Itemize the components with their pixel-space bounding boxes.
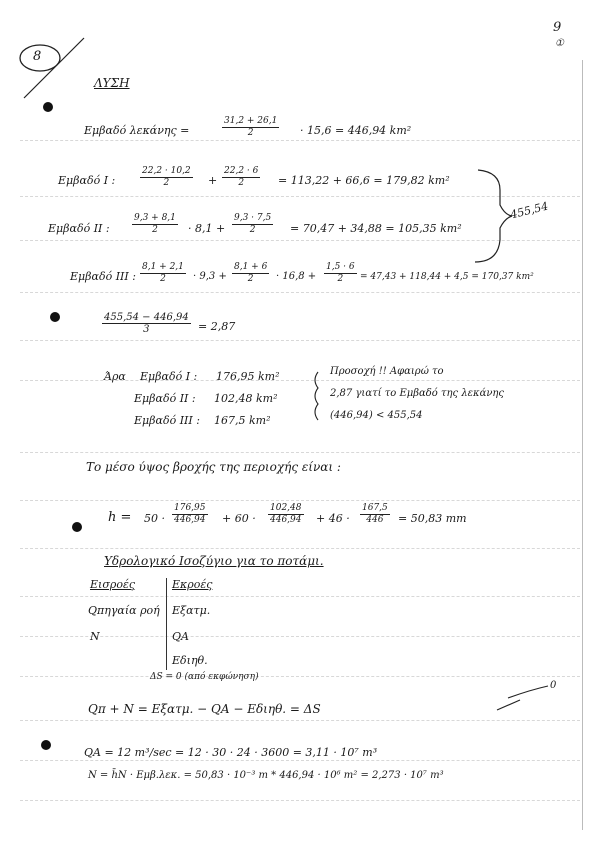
solution-heading: ΛΥΣΗ xyxy=(94,76,130,90)
corrected-area3-label: Εμβαδό III : xyxy=(134,414,200,427)
corrected-area2-value: 102,48 km² xyxy=(214,392,278,405)
note-line-2: 2,87 γιατί το Εμβαδό της λεκάνης xyxy=(330,388,504,399)
note-line-3: (446,94) < 455,54 xyxy=(330,410,423,421)
rainfall-intro: Το μέσο ύψος βροχής της περιοχής είναι : xyxy=(86,460,341,474)
rainfall-term-1: 50 · xyxy=(144,512,165,525)
correction-num: 455,54 − 446,94 xyxy=(104,312,189,323)
area3-f3-den: 2 xyxy=(337,274,344,284)
delta-strike xyxy=(497,700,520,710)
balance-divider xyxy=(166,578,167,670)
rainfall-term-2: + 60 · xyxy=(222,512,256,525)
correction-den: 3 xyxy=(143,324,150,335)
area3-f2-num: 8,1 + 6 xyxy=(234,262,268,272)
area1-f1-num: 22,2 · 10,2 xyxy=(142,166,191,176)
basin-fraction xyxy=(222,116,279,139)
rainfall-f3-num: 167,5 xyxy=(362,503,388,513)
area1-result: = 113,22 + 66,6 = 179,82 km² xyxy=(278,174,450,187)
area2-f2-num: 9,3 · 7,5 xyxy=(234,213,272,223)
area3-f3-num: 1,5 · 6 xyxy=(326,262,355,272)
rainfall-f1-num: 176,95 xyxy=(174,503,206,513)
area1-f2-num: 22,2 · 6 xyxy=(224,166,259,176)
area3-f1-num: 8,1 + 2,1 xyxy=(142,262,184,272)
sum-brace xyxy=(475,170,512,262)
inflow-1: Qπηγαία ροή xyxy=(88,604,160,617)
balance-title: Υδρολογικό Ισοζύγιο για το ποτάμι. xyxy=(104,554,324,568)
n-computation: N = h̄N · Εμβ.λεκ. = 50,83 · 10⁻³ m * 446,94 · 10⁶ m² = 2,273 · 10⁷ m³ xyxy=(88,770,444,781)
rainfall-fraction-3 xyxy=(360,503,390,526)
outflow-2: QA xyxy=(172,630,189,643)
zero-arrow xyxy=(508,686,548,698)
balance-equation-zero: 0 xyxy=(550,680,557,691)
corrected-intro: Άρα xyxy=(104,370,126,383)
rainfall-f2-num: 102,48 xyxy=(270,503,302,513)
area3-label: Εμβαδό III : xyxy=(70,270,136,283)
bullet-2 xyxy=(50,312,60,322)
area3-result: = 47,43 + 118,44 + 4,5 = 170,37 km² xyxy=(360,272,534,282)
area3-f1-den: 2 xyxy=(160,274,166,284)
note-line-1: Προσοχή !! Αφαιρώ το xyxy=(330,366,444,377)
area3-fraction-1 xyxy=(140,262,186,285)
area3-mid2: · 16,8 + xyxy=(276,271,317,282)
rainfall-f3-den: 446 xyxy=(366,515,384,525)
rainfall-term-3: + 46 · xyxy=(316,512,350,525)
rainfall-fraction-2 xyxy=(268,503,304,526)
rainfall-f2-den: 446,94 xyxy=(270,515,302,525)
delta-storage: ΔS = 0 (από εκφώνηση) xyxy=(150,672,259,682)
area1-plus: + xyxy=(208,174,218,187)
basin-den: 2 xyxy=(247,128,254,138)
basin-result: · 15,6 = 446,94 km² xyxy=(300,124,412,137)
area2-mid: · 8,1 + xyxy=(188,222,226,235)
area3-fraction-3 xyxy=(324,262,357,285)
area1-f1-den: 2 xyxy=(163,178,170,188)
corrected-area1-value: 176,95 km² xyxy=(216,370,280,383)
correction-result: = 2,87 xyxy=(198,320,236,333)
qa-computation: QA = 12 m³/sec = 12 · 30 · 24 · 3600 = 3,11 · 10⁷ m³ xyxy=(84,746,378,759)
area2-label: Εμβαδό II : xyxy=(48,222,110,235)
bullet-1 xyxy=(43,102,53,112)
rainfall-f1-den: 446,94 xyxy=(174,515,206,525)
rainfall-fraction-1 xyxy=(172,503,208,526)
basin-num: 31,2 + 26,1 xyxy=(224,116,278,126)
rainfall-h: h = xyxy=(108,510,132,525)
exercise-slash xyxy=(24,38,84,98)
corrected-area1-label: Εμβαδό I : xyxy=(140,370,198,383)
balance-equation: Qπ + N = Εξατμ. − QA − Εδιηθ. = ΔS xyxy=(88,702,321,716)
area1-f2-den: 2 xyxy=(238,178,245,188)
bullet-3 xyxy=(72,522,82,532)
exercise-number: 8 xyxy=(33,49,42,64)
page-number: 9 xyxy=(553,20,562,35)
area3-fraction-2 xyxy=(232,262,269,285)
area2-fraction-1 xyxy=(132,213,178,236)
area3-mid1: · 9,3 + xyxy=(193,271,227,282)
area2-f1-den: 2 xyxy=(152,225,158,235)
correction-fraction xyxy=(102,312,191,335)
outflow-3: Εδιηθ. xyxy=(172,654,208,667)
area1-fraction-1 xyxy=(140,166,193,189)
area3-f2-den: 2 xyxy=(247,274,254,284)
corrected-area3-value: 167,5 km² xyxy=(214,414,271,427)
page-sub-number: ① xyxy=(555,38,564,49)
area1-fraction-2 xyxy=(222,166,260,189)
areas-sum-note: 455,54 xyxy=(508,199,550,222)
note-brace xyxy=(315,372,318,420)
basin-label: Εμβαδό λεκάνης = xyxy=(84,124,190,137)
area2-result: = 70,47 + 34,88 = 105,35 km² xyxy=(290,222,462,235)
area1-label: Εμβαδό I : xyxy=(58,174,116,187)
rainfall-result: = 50,83 mm xyxy=(398,512,467,525)
inflow-2: N xyxy=(90,630,100,643)
bullet-4 xyxy=(41,740,51,750)
corrected-area2-label: Εμβαδό II : xyxy=(134,392,196,405)
outflow-1: Εξατμ. xyxy=(172,604,211,617)
inflows-header: Εισροές xyxy=(90,578,136,591)
outflows-header: Εκροές xyxy=(172,578,213,591)
area2-fraction-2 xyxy=(232,213,273,236)
area2-f1-num: 9,3 + 8,1 xyxy=(134,213,176,223)
area2-f2-den: 2 xyxy=(249,225,256,235)
